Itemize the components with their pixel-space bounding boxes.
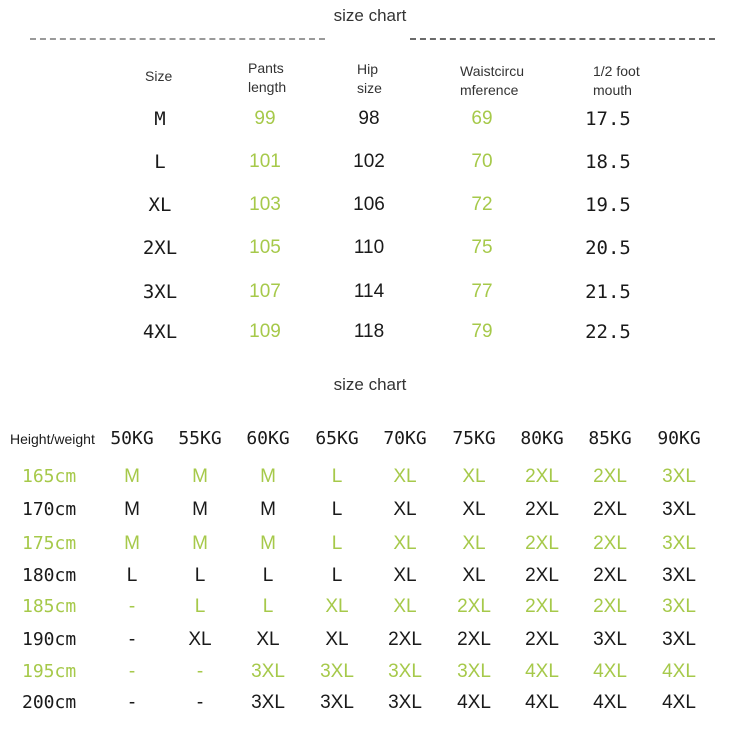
size-cell: L [331, 533, 343, 554]
size-cell: 3XL [662, 565, 696, 586]
hip-size-cell: 102 [353, 151, 385, 172]
size-cell: 4XL [142, 321, 178, 343]
waist-cell: 79 [471, 321, 493, 342]
size-cell: 2XL [525, 629, 559, 650]
foot-mouth-cell: 17.5 [585, 108, 631, 130]
size-cell: XL [325, 629, 349, 650]
size-cell: 2XL [525, 565, 559, 586]
size-cell: 3XL [320, 661, 354, 682]
divider-right [410, 38, 715, 40]
foot-mouth-cell: 22.5 [585, 321, 631, 343]
size-cell: 2XL [593, 466, 627, 487]
size-cell: XL [462, 565, 486, 586]
size-cell: L [262, 596, 274, 617]
hip-size-cell: 106 [353, 194, 385, 215]
waist-cell: 77 [471, 281, 493, 302]
hip-size-header: Hip size [357, 61, 382, 96]
size-cell: M [260, 466, 276, 487]
size-cell: - [128, 692, 136, 713]
size-cell: 2XL [525, 499, 559, 520]
size-cell: 4XL [662, 661, 696, 682]
size-cell: 2XL [525, 596, 559, 617]
size-cell: XL [393, 533, 417, 554]
size-cell: 2XL [457, 596, 491, 617]
height-label: 165cm [22, 466, 77, 487]
pants-length-cell: 99 [254, 108, 276, 129]
weight-header: 90KG [657, 428, 701, 449]
size-cell: 2XL [457, 629, 491, 650]
size-cell: 3XL [142, 281, 178, 303]
weight-header: 70KG [383, 428, 427, 449]
weight-header: 55KG [178, 428, 222, 449]
height-label: 180cm [22, 565, 77, 586]
size-cell: 3XL [593, 629, 627, 650]
waist-cell: 69 [471, 108, 493, 129]
waist-cell: 72 [471, 194, 493, 215]
size-cell: XL [393, 565, 417, 586]
size-cell: 4XL [593, 692, 627, 713]
pants-length-cell: 105 [249, 237, 281, 258]
size-cell: 3XL [662, 533, 696, 554]
size-cell: L [154, 151, 166, 173]
size-cell: 4XL [593, 661, 627, 682]
size-chart-title-2: size chart [333, 375, 407, 394]
waist-circumference-header: Waistcircu mference [460, 63, 525, 98]
size-cell: 3XL [662, 499, 696, 520]
size-cell: 2XL [593, 596, 627, 617]
size-cell: 3XL [662, 596, 696, 617]
size-chart-title-1: size chart [333, 6, 407, 25]
size-cell: M [154, 108, 166, 130]
hip-size-cell: 98 [358, 108, 380, 129]
size-cell: XL [325, 596, 349, 617]
size-cell: M [124, 499, 140, 520]
size-cell: XL [393, 466, 417, 487]
size-cell: XL [462, 499, 486, 520]
size-cell: M [260, 533, 276, 554]
height-weight-corner-label: Height/weight [10, 431, 95, 447]
pants-length-header: Pants length [248, 60, 287, 95]
size-cell: - [128, 661, 136, 682]
size-cell: 2XL [593, 499, 627, 520]
height-label: 190cm [22, 629, 77, 650]
size-cell: M [192, 533, 208, 554]
size-cell: 4XL [457, 692, 491, 713]
height-label: 175cm [22, 533, 77, 554]
weight-header: 65KG [315, 428, 359, 449]
size-cell: M [124, 466, 140, 487]
weight-header: 80KG [520, 428, 564, 449]
size-cell: XL [462, 533, 486, 554]
size-cell: M [192, 466, 208, 487]
size-cell: XL [188, 629, 212, 650]
size-cell: 3XL [251, 692, 285, 713]
height-label: 200cm [22, 692, 77, 713]
height-label: 170cm [22, 499, 77, 520]
size-cell: 3XL [662, 466, 696, 487]
size-cell: 3XL [457, 661, 491, 682]
size-cell: XL [462, 466, 486, 487]
weight-header: 75KG [452, 428, 496, 449]
size-cell: XL [393, 596, 417, 617]
size-cell: - [196, 692, 204, 713]
weight-header: 50KG [110, 428, 154, 449]
size-cell: L [331, 565, 343, 586]
size-cell: 3XL [388, 692, 422, 713]
pants-length-cell: 109 [249, 321, 281, 342]
foot-mouth-cell: 21.5 [585, 281, 631, 303]
size-cell: M [124, 533, 140, 554]
foot-mouth-cell: 18.5 [585, 151, 631, 173]
size-cell: 3XL [320, 692, 354, 713]
size-cell: 2XL [525, 466, 559, 487]
size-cell: 4XL [662, 692, 696, 713]
size-cell: M [192, 499, 208, 520]
size-cell: L [262, 565, 274, 586]
size-cell: - [128, 629, 136, 650]
size-cell: 3XL [251, 661, 285, 682]
foot-mouth-cell: 19.5 [585, 194, 631, 216]
divider-left [30, 38, 325, 40]
size-cell: 2XL [593, 565, 627, 586]
size-cell: L [126, 565, 138, 586]
foot-mouth-header: 1/2 foot mouth [593, 63, 640, 98]
size-cell: 4XL [525, 661, 559, 682]
size-cell: XL [256, 629, 280, 650]
pants-length-cell: 107 [249, 281, 281, 302]
pants-length-cell: 101 [249, 151, 281, 172]
hip-size-cell: 114 [353, 281, 385, 302]
size-cell: XL [148, 194, 172, 216]
size-cell: L [331, 499, 343, 520]
size-cell: 3XL [388, 661, 422, 682]
size-cell: L [331, 466, 343, 487]
waist-cell: 70 [471, 151, 493, 172]
size-cell: 2XL [525, 533, 559, 554]
size-cell: 2XL [388, 629, 422, 650]
size-cell: 4XL [525, 692, 559, 713]
size-cell: - [196, 661, 204, 682]
size-header: Size [145, 68, 173, 84]
size-cell: L [194, 596, 206, 617]
weight-header: 60KG [246, 428, 290, 449]
hip-size-cell: 118 [353, 321, 385, 342]
height-label: 185cm [22, 596, 77, 617]
pants-length-cell: 103 [249, 194, 281, 215]
size-cell: 3XL [662, 629, 696, 650]
weight-header: 85KG [588, 428, 632, 449]
size-cell: 2XL [593, 533, 627, 554]
size-cell: 2XL [142, 237, 178, 259]
size-cell: XL [393, 499, 417, 520]
size-cell: - [128, 596, 136, 617]
size-cell: L [194, 565, 206, 586]
size-cell: M [260, 499, 276, 520]
height-label: 195cm [22, 661, 77, 682]
foot-mouth-cell: 20.5 [585, 237, 631, 259]
waist-cell: 75 [471, 237, 493, 258]
hip-size-cell: 110 [353, 237, 385, 258]
